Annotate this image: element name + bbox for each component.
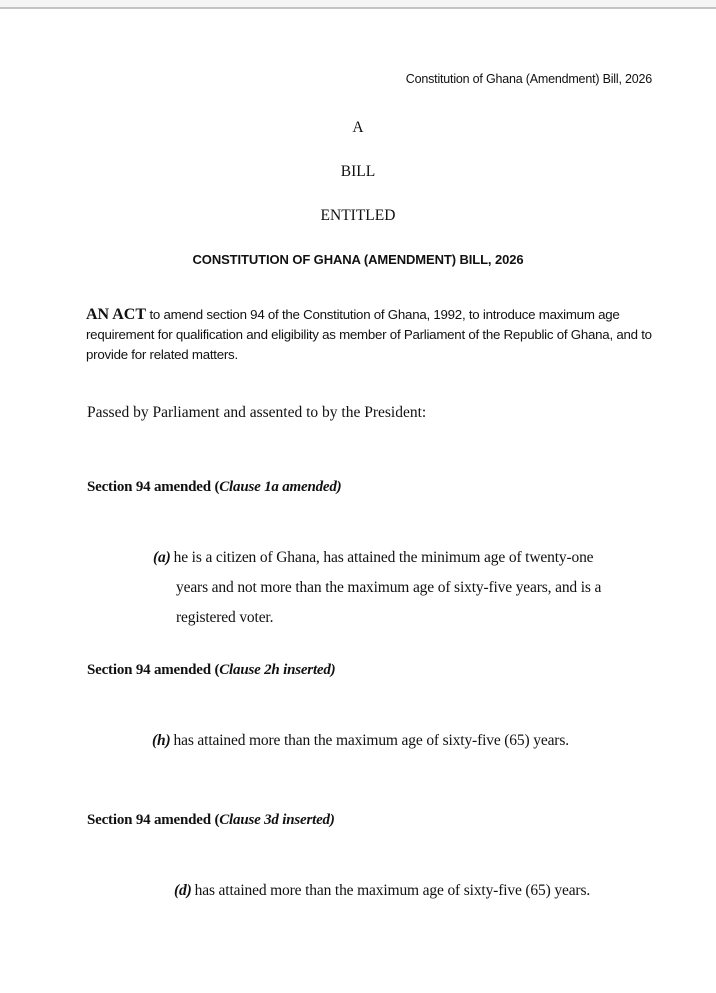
document-page — [0, 9, 716, 993]
section-heading-clause: Clause 3d inserted) — [219, 812, 335, 828]
heading-a: A — [352, 119, 364, 136]
act-lead: AN ACT — [86, 306, 147, 323]
running-head: Constitution of Ghana (Amendment) Bill, 2026 — [405, 72, 652, 86]
section-heading-main: Section 94 amended ( — [87, 662, 220, 678]
heading-bill: BILL — [340, 163, 376, 180]
enactment-formula: Passed by Parliament and assented to by the President: — [87, 404, 427, 421]
clause-label: (a) — [153, 549, 171, 566]
section-heading-main: Section 94 amended ( — [87, 479, 220, 495]
section-heading — [87, 479, 341, 496]
clause-label: (h) — [152, 732, 171, 749]
clause-label: (d) — [174, 882, 192, 899]
clause-text: he is a citizen of Ghana, has attained the minimum age of twenty-one — [173, 549, 594, 566]
section-heading — [87, 812, 335, 829]
act-preamble — [86, 305, 656, 365]
section-heading — [87, 662, 335, 679]
section-heading-clause: Clause 2h inserted) — [219, 662, 336, 678]
clause-line: years and not more than the maximum age of sixty-five years, and is a — [176, 579, 602, 596]
clause-text: has attained more than the maximum age of sixty-five (65) years. — [173, 732, 569, 749]
viewer-top-bar — [0, 0, 716, 9]
clause-line: registered voter. — [176, 609, 274, 626]
clause-line — [152, 732, 569, 750]
clause-line — [174, 882, 590, 900]
clause-line — [153, 549, 593, 567]
clause-text: has attained more than the maximum age of sixty-five (65) years. — [194, 882, 591, 899]
bill-title: CONSTITUTION OF GHANA (AMENDMENT) BILL, 2026 — [192, 252, 524, 267]
heading-entitled: ENTITLED — [320, 207, 396, 224]
act-text: to amend section 94 of the Constitution of Ghana, 1992, to introduce maximum age requirement for qualification and eligibility as member of Parliament of the Republic of Ghana, and to provide for related matters. — [86, 307, 652, 362]
section-heading-main: Section 94 amended ( — [87, 812, 220, 828]
section-heading-clause: Clause 1a amended) — [219, 479, 342, 495]
